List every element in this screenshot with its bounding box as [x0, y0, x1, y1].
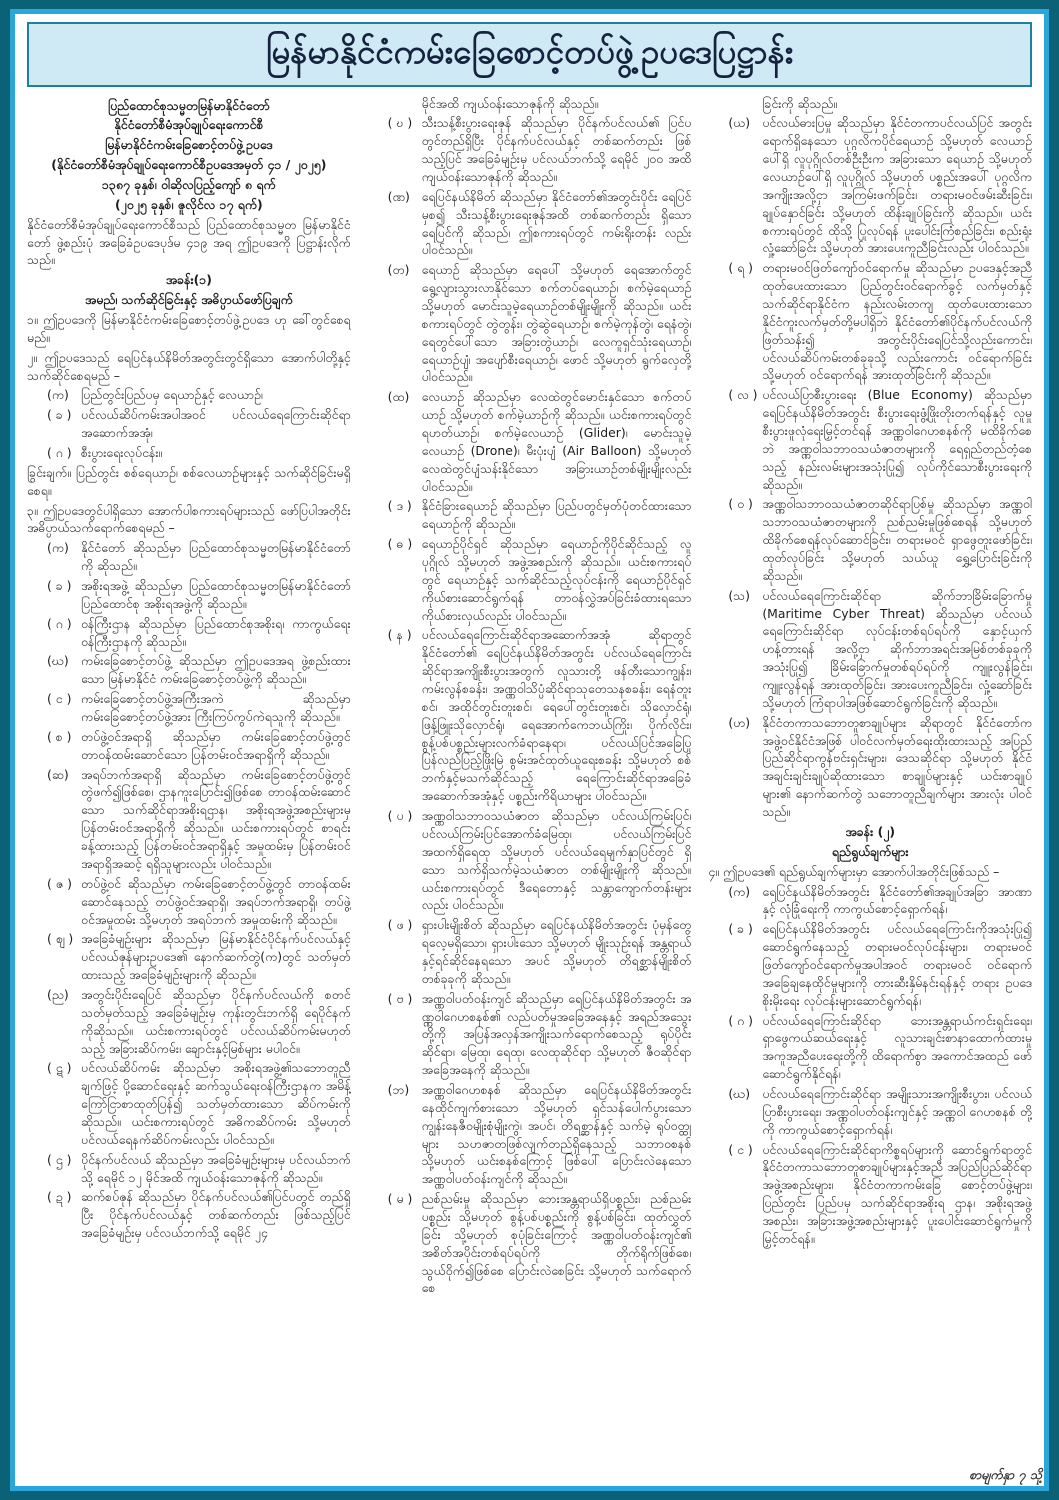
clause-item	[728, 920, 1032, 1009]
section-heading: အခန်း(၁)	[165, 272, 212, 288]
clause-label: ( ဌ )	[47, 1151, 72, 1167]
clause-text: ရေယာဉ်ပိုင်ရှင် ဆိုသည်မှာ ရေယာဉ်ကိုပိုင်ဆိုင်သည့် လူပုဂ္ဂိုလ် သို့မဟုတ် အဖွဲ့အစည်းကို ဆိုသည်။ ယင်းစကားရပ်တွင် ရေယာဉ်နှင့် သက်ဆိုင်သည့်လုပ်ငန်းကို ရေယာဉ်ပိုင်ရှင် ကိုယ်စားဆောင်ရွက်ရန် တာဝန်လွှဲအပ်ခြင်းခံထားရသော ကိုယ်စားလှယ်လည်း ပါဝင်သည်။	[421, 536, 692, 623]
clause-item	[47, 728, 351, 764]
clause-label: (သ)	[728, 587, 750, 603]
clause-item	[47, 386, 351, 404]
clause-item	[47, 615, 351, 651]
clause-label: ( ဎ )	[387, 115, 413, 131]
column-2	[368, 95, 692, 1476]
clause-label: ( ဖ )	[387, 917, 413, 933]
clause-text: တပ်ဖွဲ့ဝင်အရာရှိ ဆိုသည်မှာ ကမ်းခြေစောင့်တပ်ဖွဲ့တွင် တာဝန်ထမ်းဆောင်သော ပြန်တမ်းဝင်အရာရှိကို ဆိုသည်။	[81, 728, 351, 762]
clause-text: နိုင်ငံတော် ဆိုသည်မှာ ပြည်ထောင်စုသမ္မတမြန်မာနိုင်ငံတော်ကို ဆိုသည်။	[81, 540, 351, 574]
clause-text: ရှားပါးမျိုးစိတ် ဆိုသည်မှာ ရေပြင်နယ်နိမိတ်အတွင်း ပုံမှန်တွေ့ရလေ့မရှိသော၊ ရှားပါးသော သို့မဟုတ် မျိုးသုဉ်းရန် အန္တရာယ်နှင့်ရင်ဆိုင်နေရသော အပင် သို့မဟုတ် တိရစ္ဆာန်မျိုးစိတ်တစ်ခုခုကို ဆိုသည်။	[421, 917, 692, 986]
clause-item	[388, 114, 692, 185]
clause-text: ပင်လယ်ရေကြောင်းဆိုင်ရာကိစ္စရပ်များကို ဆောင်ရွက်ရာတွင် နိုင်ငံတကာသဘောတူစာချုပ်များနှင့်အညီ အပြည်ပြည်ဆိုင်ရာ အဖွဲ့အစည်းများ၊ နိုင်ငံတကာကမ်းခြေ စောင့်တပ်ဖွဲ့များ၊ ပြည်တွင်း ပြည်ပမှ သက်ဆိုင်ရာအစိုးရ ဌာန၊ အစိုးရအဖွဲ့အစည်း၊ အခြားအဖွဲ့အစည်းများနှင့် ပူးပေါင်းဆောင်ရွက်မှုကို မြှင့်တင်ရန်။	[762, 1141, 1032, 1246]
clause-text: ပိုင်နက်ပင်လယ် ဆိုသည်မှာ အခြေခံမျဉ်းများမှ ပင်လယ်ဘက်သို့ ရေမိုင် ၁၂ မိုင်အထိ ကျယ်ဝန်းသောဇုန်ကို ဆိုသည်။	[81, 1151, 351, 1185]
clause-label: (ဃ)	[47, 653, 69, 669]
section-heading: (နိုင်ငံတော်စီမံအုပ်ချုပ်ရေးကောင်စီဥပဒေအမှတ် ၄၁ / ၂၀၂၅)	[51, 157, 327, 173]
clause-label: ( ဋ )	[47, 1060, 72, 1076]
clause-item	[47, 577, 351, 613]
clause-text: အရပ်ဘက်အရာရှိ ဆိုသည်မှာ ကမ်းခြေစောင့်တပ်ဖွဲ့တွင် တွဲဖက်၍ဖြစ်စေ၊ ဌာနကူးပြောင်း၍ဖြစ်စေ တာဝန်ထမ်းဆောင်သော သက်ဆိုင်ရာအစိုးရဌာန၊ အစိုးရအဖွဲ့အစည်းများမှ ပြန်တမ်းဝင်အရာရှိကို ဆိုသည်။ ယင်းစကားရပ်တွင် စာရင်းခန့်ထားသည့် ပြန်တမ်းဝင်အရာရှိနှင့် အမှုထမ်းမှ ပြန်တမ်းဝင်အရာရှိအဆင့် ရရှိသူများလည်း ပါဝင်သည်။	[81, 766, 351, 871]
clause-text: သီးသန့်စီးပွားရေးဇုန် ဆိုသည်မှာ ပိုင်နက်ပင်လယ်၏ ပြင်ပတွင်တည်ရှိပြီး ပိုင်နက်ပင်လယ်နှင့် တစ်ဆက်တည်း ဖြစ်သည့်ပြင် အခြေခံမျဉ်းမှ ပင်လယ်ဘက်သို့ ရေမိုင် ၂၀၀ အထိ ကျယ်ဝန်းသောဇုန်ကို ဆိုသည်။	[421, 115, 692, 184]
clause-item	[388, 188, 692, 259]
clause-item	[388, 497, 692, 533]
clause-label: ( ဂ )	[728, 1012, 753, 1028]
clause-item	[47, 1059, 351, 1148]
section-heading: ၁၃၈၇ ခုနှစ်၊ ဝါဆိုလပြည့်ကျော် ၈ ရက်	[102, 176, 276, 192]
clause-text: နိုင်ငံတကာသဘောတူစာချုပ်များ ဆိုရာတွင် နိုင်ငံတော်က အဖွဲ့ဝင်နိုင်ငံအဖြစ် ပါဝင်လက်မှတ်ရေးထိုးထားသည့် အပြည်ပြည်ဆိုင်ရာကွန်ဗင်းရှင်းများ၊ ဒေသဆိုင်ရာ သို့မဟုတ် နိုင်ငံအချင်းချင်းချုပ်ဆိုထားသော စာချုပ်များနှင့် ယင်းစာချုပ်များ၏ နောက်ဆက်တွဲ သဘောတူညီချက်များ အားလုံး ပါဝင်သည်။	[762, 714, 1032, 820]
clause-text: စီးပွားရေးလုပ်ငန်း။	[81, 445, 163, 461]
clause-text: ပင်လယ်ဓားပြမှု ဆိုသည်မှာ နိုင်ငံတကာပင်လယ်ပြင် အတွင်း ရောက်ရှိနေသော ပုဂ္ဂလိကပိုင်ရေယာဉ် သို့မဟုတ် လေယာဉ်ပေါ်ရှိ လူပုဂ္ဂိုလ်တစ်ဦးဦးက အခြားသော ရေယာဉ် သို့မဟုတ် လေယာဉ်ပေါ်ရှိ လူပုဂ္ဂိုလ် သို့မဟုတ် ပစ္စည်းအပေါ် ပုဂ္ဂလိက အကျိုးအလို့ငှာ အကြမ်းဖက်ခြင်း၊ တရားမဝင်ဖမ်းဆီးခြင်း၊ ချုပ်နှောင်ခြင်း သို့မဟုတ် ထိန်းချုပ်ခြင်းကို ဆိုသည်။ ယင်းစကားရပ်တွင် ထိုသို့ ပြုလုပ်ရန် ပူးပေါင်းကြံစည်ခြင်း၊ စည်းရုံးလှုံ့ဆော်ခြင်း သို့မဟုတ် အားပေးကူညီခြင်းလည်း ပါဝင်သည်။	[762, 115, 1032, 256]
clause-text: ဝန်ကြီးဌာန ဆိုသည်မှာ ပြည်ထောင်စုအစိုးရ၊ ကာကွယ်ရေး ဝန်ကြီးဌာနကို ဆိုသည်။	[81, 615, 351, 649]
clause-item	[388, 388, 692, 495]
paragraph: နိုင်ငံတော်စီမံအုပ်ချုပ်ရေးကောင်စီသည် ပြည်ထောင်စုသမ္မတ မြန်မာနိုင်ငံတော် ဖွဲ့စည်းပုံ အခြေခံဥပဒေပုဒ်မ ၄၁၉ အရ ဤဥပဒေကို ပြဋ္ဌာန်းလိုက်သည်။	[27, 216, 351, 268]
clause-text: တပ်ဖွဲ့ဝင် ဆိုသည်မှာ ကမ်းခြေစောင့်တပ်ဖွဲ့တွင် တာဝန်ထမ်းဆောင်နေသည့် တပ်ဖွဲ့ဝင်အရာရှိ၊ အရပ်ဘက်အရာရှိ၊ တပ်ဖွဲ့ဝင်အမှုထမ်း သို့မဟုတ် အရပ်ဘက် အမှုထမ်းကို ဆိုသည်။	[81, 875, 351, 927]
continued-paragraph: မိုင်အထိ ကျယ်ဝန်းသောဇုန်ကို ဆိုသည်။	[421, 95, 599, 111]
section-heading: အမည်၊ သက်ဆိုင်ခြင်းနှင့် အဓိပ္ပာယ်ဖော်ပြချက်	[84, 292, 293, 308]
clause-text: အစိုးရအဖွဲ့ ဆိုသည်မှာ ပြည်ထောင်စုသမ္မတမြန်မာနိုင်ငံတော် ပြည်ထောင်စု အစိုးရအဖွဲ့ကို ဆိုသည်။	[81, 578, 351, 611]
clause-label: (တ)	[387, 262, 410, 278]
clause-item	[47, 766, 351, 873]
clause-item	[388, 916, 692, 987]
clause-text: ညစ်ညမ်းမှု ဆိုသည်မှာ ဘေးအန္တရာယ်ရှိပစ္စည်း၊ ညစ်ညမ်းပစ္စည်း သို့မဟုတ် စွန့်ပစ်ပစ္စည်းကို စွန့်ပစ်ခြင်း၊ ထုတ်လွှတ်ခြင်း သို့မဟုတ် စုပုံခြင်းကြောင့် အဏ္ဏဝါပတ်ဝန်းကျင်၏ အစိတ်အပိုင်းတစ်ရပ်ရပ်ကို တိုက်ရိုက်ဖြစ်စေ၊ သွယ်ဝိုက်၍ဖြစ်စေ ပြောင်းလဲစေခြင်း သို့မဟုတ် သက်ရောက်စေ	[421, 1191, 692, 1296]
clause-item	[47, 1151, 351, 1187]
clause-text: ပင်လယ်ပြာစီးပွားရေး (Blue Economy) ဆိုသည်မှာ ရေပြင်နယ်နိမိတ်အတွင်း စီးပွားရေးဖွံ့ဖြိုးတိုးတက်ရန်နှင့် လူမှုစီးပွားဖူလုံရေးမြှင့်တင်ရန် အဏ္ဏဝါဂေဟစနစ်ကို မထိခိုက်စေဘဲ အဏ္ဏဝါသဘာဝသယံဇာတများကို ရေရှည်တည်တံ့စေသည့် နည်းလမ်းများအသုံးပြု၍ လုပ်ကိုင်သောစီးပွားရေးကို ဆိုသည်။	[762, 387, 1032, 492]
clause-item	[728, 259, 1032, 384]
clause-item	[388, 807, 692, 914]
clause-item	[728, 1141, 1032, 1248]
clause-label: ( ပ )	[387, 808, 413, 824]
clause-label: (ထ)	[387, 389, 410, 405]
clause-item	[728, 714, 1032, 821]
clause-label: ( ဍ )	[47, 1189, 72, 1205]
clause-text: ပင်လယ်ရေကြောင်းဆိုင်ရာ ဘေးအန္တရာယ်ကင်းရှင်းရေး၊ ရှာဖွေကယ်ဆယ်ရေးနှင့် လူသားချင်းစာနာထောက်ထားမှု အကူအညီပေးရေးတို့ကို ထိရောက်စွာ အကောင်အထည် ဖော်ဆောင်ရွက်နိုင်ရန်၊	[762, 1012, 1032, 1082]
clause-text: ကမ်းခြေစောင့်တပ်ဖွဲ့ ဆိုသည်မှာ ဤဥပဒေအရ ဖွဲ့စည်းထားသော မြန်မာနိုင်ငံ ကမ်းခြေစောင့်တပ်ဖွဲ့ကို ဆိုသည်။	[81, 653, 351, 687]
clause-label: ( မ )	[387, 1191, 413, 1207]
clause-text: ပင်လယ်ရေကြောင်းဆိုင်ရာ အမျိုးသားအကျိုးစီးပွား၊ ပင်လယ်ပြာစီးပွားရေး၊ အဏ္ဏဝါပတ်ဝန်းကျင်နှင့် အဏ္ဏဝါ ဂေဟစနစ် တို့ကို ကာကွယ်စောင့်ရှောက်ရန်၊	[762, 1085, 1032, 1137]
clause-item	[388, 1081, 692, 1188]
clause-text: အဏ္ဏဝါသဘာဝသယံဇာတ ဆိုသည်မှာ ပင်လယ်ကြမ်းပြင်၊ ပင်လယ်ကြမ်းပြင်အောက်ခံမြေထု၊ ပင်လယ်ကြမ်းပြင် အထက်ရှိရေထု သို့မဟုတ် ပင်လယ်ရေမျက်နှာပြင်တွင် ရှိသော သက်ရှိသက်မဲ့သယံဇာတ တစ်မျိုးမျိုးကို ဆိုသည်။ ယင်းစကားရပ်တွင် ဒီရေတောနှင့် သန္တာကျောက်တန်းများလည်း ပါဝင်သည်။	[421, 808, 692, 913]
clause-item	[47, 444, 351, 462]
clause-item	[388, 535, 692, 624]
clause-item	[728, 114, 1032, 257]
clause-item	[47, 539, 351, 575]
section-heading: (၂၀၂၅ ခုနှစ်၊ ဇူလိုင်လ ၁၇ ရက်)	[115, 196, 263, 212]
clause-label: ( ခ )	[728, 921, 753, 937]
section-heading: ပြည်ထောင်စုသမ္မတမြန်မာနိုင်ငံတော်	[107, 97, 270, 113]
clause-item	[728, 1012, 1032, 1083]
continued-paragraph: ခြင်းကို ဆိုသည်။	[762, 95, 838, 111]
clause-item	[388, 990, 692, 1079]
clause-item	[728, 883, 1032, 919]
clause-label: (ဘ)	[387, 1081, 410, 1097]
clause-item	[728, 587, 1032, 712]
clause-label: (ဟ)	[728, 714, 751, 730]
clause-label: (ဏ)	[387, 188, 410, 204]
clause-item	[388, 261, 692, 386]
clause-item	[728, 1085, 1032, 1139]
clause-label: ( င )	[47, 691, 72, 707]
clause-text: ရေပြင်နယ်နိမိတ်အတွင်း နိုင်ငံတော်၏အချုပ်အခြာ အာဏာနှင့် လုံခြုံရေးကို ကာကွယ်စောင့်ရှောက်ရန်၊	[762, 883, 1032, 917]
clause-label: ( ဂ )	[47, 615, 72, 631]
paragraph: ၃။ ဤဥပဒေတွင်ပါရှိသော အောက်ပါစကားရပ်များသည် ဖော်ပြပါအတိုင်း အဓိပ္ပာယ်သက်ရောက်စေရမည် –	[27, 502, 351, 536]
clause-label: ( င )	[728, 1141, 753, 1157]
article-columns	[27, 95, 1032, 1476]
paragraph: ၂။ ဤဥပဒေသည် ရေပြင်နယ်နိမိတ်အတွင်းတွင်ရှိသော အောက်ပါတို့နှင့် သက်ဆိုင်စေရမည် –	[27, 349, 351, 383]
clause-label: (ယ)	[728, 115, 751, 131]
section-heading: နိုင်ငံတော်စီမံအုပ်ချုပ်ရေးကောင်စီ	[114, 117, 264, 133]
clause-text: လေယာဉ် ဆိုသည်မှာ လေထဲတွင်မောင်းနှင်သော စက်တပ်ယာဉ် သို့မဟုတ် စက်မဲ့ယာဉ်ကို ဆိုသည်။ ယင်းစကားရပ်တွင် ရဟတ်ယာဉ်၊ စက်မဲ့လေယာဉ် (Glider)၊ မောင်းသူမဲ့လေယာဉ် (Drone)၊ မီးပုံးပျံ (Air Balloon) သို့မဟုတ် လေထဲတွင်ပျံသန်းနိုင်သော အခြားယာဉ်တစ်မျိုးမျိုးလည်း ပါဝင်သည်။	[421, 389, 692, 494]
clause-label: ( ဝ )	[728, 496, 753, 512]
section-heading: အခန်း (၂)	[845, 823, 895, 839]
clause-text: ပင်လယ်ဆိပ်ကမ်း ဆိုသည်မှာ အစိုးရအဖွဲ့၏သဘောတူညီချက်ဖြင့် ပို့ဆောင်ရေးနှင့် ဆက်သွယ်ရေးဝန်ကြီးဌာနက အမိန့်ကြော်ငြာစာထုတ်ပြန်၍ သတ်မှတ်ထားသော ဆိပ်ကမ်းကိုဆိုသည်။ ယင်းစကားရပ်တွင် အဓိကဆိပ်ကမ်း သို့မဟုတ် ပင်လယ်ရေနက်ဆိပ်ကမ်းလည်း ပါဝင်သည်။	[81, 1060, 351, 1147]
clause-text: ရေယာဉ် ဆိုသည်မှာ ရေပေါ် သို့မဟုတ် ရေအောက်တွင် ရွေ့လျားသွားလာနိုင်သော စက်တပ်ရေယာဉ်၊ စက်မဲ့ရေယာဉ် သို့မဟုတ် မောင်းသူမဲ့ရေယာဉ်တစ်မျိုးမျိုးကို ဆိုသည်။ ယင်းစကားရပ်တွင် တွဲတွန်း၊ တွဲဆွဲရေယာဉ်၊ စက်မဲ့ကုန်တွဲ၊ ရေနံတွဲ၊ ရေတွင်ပေါ်သော အခြားတွဲယာဉ်၊ လေကူရှင်သုံးရေယာဉ်၊ ရေယာဉ်ပျံ၊ အပျော်စီးရေယာဉ်၊ ဖောင် သို့မဟုတ် ရွက်လှေတို့ ပါဝင်သည်။	[421, 262, 692, 385]
clause-item	[388, 1190, 692, 1297]
clause-item	[47, 930, 351, 984]
clause-label: ( ဗ )	[387, 990, 413, 1006]
clause-item	[728, 386, 1032, 493]
clause-label: ( ဓ )	[387, 536, 413, 552]
clause-label: ( ဂ )	[47, 445, 72, 461]
clause-text: အတွင်းပိုင်းရေပြင် ဆိုသည်မှာ ပိုင်နက်ပင်လယ်ကို စတင်သတ်မှတ်သည့် အခြေခံမျဉ်းမှ ကုန်းတွင်းဘက်ရှိ ရေပိုင်နက်ကိုဆိုသည်။ ယင်းစကားရပ်တွင် ပင်လယ်ဆိပ်ကမ်းမဟုတ်သည့် အခြားဆိပ်ကမ်း၊ ချောင်းနှင့်မြစ်များ မပါဝင်။	[81, 986, 351, 1056]
clause-item	[388, 626, 692, 805]
clause-label: ( ခ )	[47, 407, 72, 423]
clause-text: အခြေခံမျဉ်းများ ဆိုသည်မှာ မြန်မာနိုင်ငံပိုင်နက်ပင်လယ်နှင့် ပင်လယ်ဇုန်များဥပဒေ၏ နောက်ဆက်တွဲ(က)တွင် သတ်မှတ်ထားသည့် အခြေခံမျဉ်းများကို ဆိုသည်။	[81, 931, 351, 983]
clause-text: ပင်လယ်ရေကြောင်းဆိုင်ရာအဆောက်အအုံ ဆိုရာတွင် နိုင်ငံတော်၏ ရေပြင်နယ်နိမိတ်အတွင်း ပင်လယ်ရေကြောင်းဆိုင်ရာအကျိုးစီးပွားအတွက် လူသားတို့ ဖန်တီးသောကျွန်း၊ ကမ်းလွန်စခန်း၊ အဏ္ဏဝါသိပ္ပံဆိုင်ရာသုတေသနစခန်း၊ ရေနံတူးစင်၊ အထိုင်တွင်းတူးစင်၊ ရေပေါ်တွင်းတူးစင်၊ သိုလှောင်ရုံ၊ ဖြန့်ဖြူးသိုလှောင်ရုံ၊ ရေအောက်ကေဘယ်ကြိုး၊ ပိုက်လိုင်း၊ စွန့်ပစ်ပစ္စည်းများလက်ခံရာနေရာ၊ ပင်လယ်ပြင်အခြေပြု ပြန်လည်ပြည့်ဖြိုးမြဲ စွမ်းအင်ထုတ်ယူရေးစခန်း သို့မဟုတ် စစ်ဘက်နှင့်မသက်ဆိုင်သည့် ရေကြောင်းဆိုင်ရာအခြေခံအဆောက်အအုံနှင့် ပစ္စည်းကိရိယာများ ပါဝင်သည်။	[421, 627, 692, 804]
clause-label: (ည)	[47, 986, 69, 1002]
clause-item	[47, 1188, 351, 1242]
clause-text: နိုင်ငံခြားရေယာဉ် ဆိုသည်မှာ ပြည်ပတွင်မှတ်ပုံတင်ထားသော ရေယာဉ်ကို ဆိုသည်။	[421, 498, 692, 532]
clause-item	[47, 875, 351, 929]
clause-text: အဏ္ဏဝါပတ်ဝန်းကျင် ဆိုသည်မှာ ရေပြင်နယ်နိမိတ်အတွင်း အဏ္ဏဝါဂေဟစနစ်၏ လည်ပတ်မှုအခြေအနေနှင့် အရည်အသွေးတို့ကို အပြန်အလှန်အကျိုးသက်ရောက်စေသည့် ရုပ်ပိုင်းဆိုင်ရာ၊ မြေထု၊ ရေထု၊ လေထုဆိုင်ရာ သို့မဟုတ် ဇီဝဆိုင်ရာ အခြေအနေကို ဆိုသည်။	[421, 990, 692, 1078]
clause-label: ( ခ )	[47, 578, 72, 594]
clause-text: ဆက်စပ်ဇုန် ဆိုသည်မှာ ပိုင်နက်ပင်လယ်၏ပြင်ပတွင် တည်ရှိပြီး ပိုင်နက်ပင်လယ်နှင့် တစ်ဆက်တည်း ဖြစ်သည့်ပြင် အခြေခံမျဉ်းမှ ပင်လယ်ဘက်သို့ ရေမိုင် ၂၄	[81, 1189, 351, 1241]
section-heading: ရည်ရွယ်ချက်များ	[831, 843, 909, 859]
clause-text: အဏ္ဏဝါသဘာဝသယံဇာတဆိုင်ရာပြစ်မှု ဆိုသည်မှာ အဏ္ဏဝါသဘာဝသယံဇာတများကို ညစ်ညမ်းမှုဖြစ်စေရန် သို့မဟုတ် ထိခိုက်စေရန်လုပ်ဆောင်ခြင်း၊ တရားမဝင် ရှာဖွေတူးဖော်ခြင်း၊ ထုတ်လုပ်ခြင်း သို့မဟုတ် သယ်ယူ ရွှေ့ပြောင်းခြင်းကို ဆိုသည်။	[762, 496, 1032, 583]
clause-text: ပြည်တွင်းပြည်ပမှ ရေယာဉ်နှင့် လေယာဉ်၊	[81, 387, 263, 403]
column-3	[708, 95, 1032, 1476]
clause-label: (က)	[47, 387, 69, 403]
clause-label: (ဆ)	[47, 766, 69, 782]
clause-text: ပင်လယ်ရေကြောင်းဆိုင်ရာ ဆိုက်ဘာခြိမ်းခြောက်မှု (Maritime Cyber Threat) ဆိုသည်မှာ ပင်လယ်ရေကြောင်းဆိုင်ရာ လုပ်ငန်းတစ်ရပ်ရပ်ကို နှောင့်ယှက်ဟန့်တားရန် အလို့ငှာ ဆိုက်ဘာအရင်းအမြစ်တစ်ခုခုကိုအသုံးပြု၍ ခြိမ်းခြောက်မှုတစ်ရပ်ရပ်ကို ကျူးလွန်ခြင်း၊ ကျူးလွန်ရန် အားထုတ်ခြင်း၊ အားပေးကူညီခြင်း၊ လှုံ့ဆော်ခြင်း သို့မဟုတ် ကြံရာပါအဖြစ်ဆောင်ရွက်ခြင်းကို ဆိုသည်။	[762, 587, 1032, 710]
clause-label: ( ဇ )	[47, 875, 72, 891]
clause-label: ( လ )	[728, 387, 758, 403]
page-frame	[10, 9, 1049, 1491]
clause-label: (ဃ)	[728, 1085, 751, 1101]
clause-text: ရေပြင်နယ်နိမိတ် ဆိုသည်မှာ နိုင်ငံတော်၏အတွင်းပိုင်း ရေပြင်မှစ၍ သီးသန့်စီးပွားရေးဇုန်အထိ တစ်ဆက်တည်း ရှိသောရေပြင်ကို ဆိုသည်၊ ဤစကားရပ်တွင် ကမ်းရိုးတန်း လည်း ပါဝင်သည်။	[421, 188, 692, 258]
continuation-note: စာမျက်နှာ ၇ သို့	[969, 1467, 1042, 1482]
clause-label: (က)	[47, 540, 69, 556]
clause-label: ( ဈ )	[47, 931, 74, 947]
section-heading: မြန်မာနိုင်ငံကမ်းခြေစောင့်တပ်ဖွဲ့ဥပဒေ	[105, 137, 273, 153]
clause-label: (က)	[728, 883, 751, 899]
clause-item	[47, 652, 351, 688]
clause-item	[47, 986, 351, 1057]
clause-item	[47, 406, 351, 442]
column-1	[27, 95, 351, 1476]
paragraph: ၄။ ဤဥပဒေ၏ ရည်ရွယ်ချက်များမှာ အောက်ပါအတိုင်းဖြစ်သည် –	[708, 863, 1000, 879]
clause-text: ကမ်းခြေစောင့်တပ်ဖွဲ့အကြီးအကဲ ဆိုသည်မှာ ကမ်းခြေစောင့်တပ်ဖွဲ့အား ကြီးကြပ်ကွပ်ကဲရသူကို ဆိုသည်။	[81, 691, 351, 725]
clause-label: ( ဒ )	[387, 498, 412, 514]
clause-label: ( ရ )	[728, 260, 754, 276]
paragraph: ၁။ ဤဥပဒေကို မြန်မာနိုင်ငံကမ်းခြေစောင့်တပ်ဖွဲ့ဥပဒေ ဟု ခေါ်တွင်စေရမည်။	[27, 312, 351, 345]
clause-item	[47, 690, 351, 726]
clause-text: အဏ္ဏဝါဂေဟစနစ် ဆိုသည်မှာ ရေပြင်နယ်နိမိတ်အတွင်း နေထိုင်ကျက်စားသော သို့မဟုတ် ရှင်သန်ပေါက်ပွားသော ကျွန်းနေဇီဝမျိုးစုံမျိုးကွဲ၊ အပင်၊ တိရစ္ဆာန်နှင့် သက်မဲ့ ရုပ်ဝတ္ထုများ သဟဇာတဖြစ်လျက်တည်ရှိနေသည့် သဘာဝစနစ် သို့မဟုတ် ယင်းစနစ်ကြောင့် ဖြစ်ပေါ် ပြောင်းလဲနေသော အဏ္ဏဝါပတ်ဝန်းကျင်ကို ဆိုသည်။	[421, 1081, 692, 1187]
page-title-banner	[27, 22, 1032, 87]
clause-item	[728, 495, 1032, 584]
exception-paragraph: ခြွင်းချက်။ ပြည်တွင်း စစ်ရေယာဉ်၊ စစ်လေယာဉ်များနှင့် သက်ဆိုင်ခြင်းမရှိစေရ။	[27, 464, 351, 498]
clause-text: ပင်လယ်ဆိပ်ကမ်းအပါအဝင် ပင်လယ်ရေကြောင်းဆိုင်ရာ အဆောက်အအုံ၊	[81, 407, 351, 441]
clause-text: တရားမဝင်ဖြတ်ကျော်ဝင်ရောက်မှု ဆိုသည်မှာ ဥပဒေနှင့်အညီ ထုတ်ပေးထားသော ပြည်တွင်းဝင်ရောက်ခွင့် လက်မှတ်နှင့် သက်ဆိုင်ရာနိုင်ငံက နည်းလမ်းတကျ ထုတ်ပေးထားသော နိုင်ငံကူးလက်မှတ်တို့မပါရှိဘဲ နိုင်ငံတော်၏ပိုင်နက်ပင်လယ်ကို ဖြတ်သန်း၍ အတွင်းပိုင်းရေပြင်သို့လည်းကောင်း၊ ပင်လယ်ဆိပ်ကမ်းတစ်ခုခုသို့ လည်းကောင်း ဝင်ရောက်ခြင်း သို့မဟုတ် ဝင်ရောက်ရန် အားထုတ်ခြင်းကို ဆိုသည်။	[762, 260, 1032, 383]
clause-label: ( စ )	[47, 728, 72, 744]
page-title: မြန်မာနိုင်ငံကမ်းခြေစောင့်တပ်ဖွဲ့ဥပဒေပြဋ္ဌာန်း	[265, 32, 794, 71]
clause-text: ရေပြင်နယ်နိမိတ်အတွင်း ပင်လယ်ရေကြောင်းကိုအသုံးပြု၍ ဆောင်ရွက်နေသည့် တရားမဝင်လုပ်ငန်းများ၊ တရားမဝင် ဖြတ်ကျော်ဝင်ရောက်မှုအပါအဝင် တရားမဝင် ဝင်ရောက် အခြေချနေထိုင်မှုများကို တားဆီးနှိမ်နင်းရန်နှင့် တရား ဥပဒေစိုးမိုးရေး လုပ်ငန်းများဆောင်ရွက်ရန်၊	[762, 921, 1032, 1008]
clause-label: ( န )	[387, 627, 412, 643]
